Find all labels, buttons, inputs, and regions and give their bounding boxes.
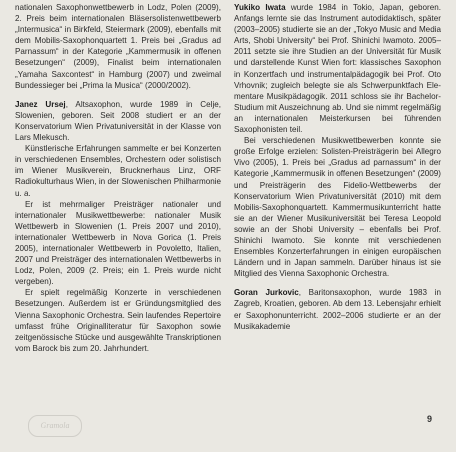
paragraph: Er spielt regelmäßig Konzerte in verschiedenen Besetzungen. Außerdem ist er Gründungsmitglied des Vienna Saxophonic Orchestra. Sein laufendes Repertoire umfasst frühe Originalliteratur für Saxophon sowie zeitgenössische Stücke und ausgewählte Transkriptionen vom Barock bis zum 20. Jahrhundert.	[15, 288, 221, 353]
right-column	[234, 2, 441, 332]
gramola-logo: Gramola	[28, 415, 82, 437]
paragraph-continuation: nationalen Saxophonwettbewerb in Lodz, Polen (2009), 2. Preis beim internationalen Bläsersolistenwettbewerb „Intermusica“ in Birkfeld, Steiermark (2009), ebenfalls mit dem Mobilis-Saxophonquartett 1. Preis bei „Gradus ad Parnassum“ in der Kategorie „Kammermusik in offenen Besetzungen“ (2009), Finalist beim internationalen „Yamaha Saxcontest“ in Hamburg (2007) und zweimal Bundessieger bei „Prima la Musica“ (2000/2002).	[15, 3, 221, 90]
page-number: 9	[427, 414, 433, 424]
bio-yukiko-iwata	[234, 2, 441, 135]
paragraph: Er ist mehrmaliger Preisträger nationaler und internationaler Musikwettbewerbe: nationaler Musik Wettbewerb in Slowenien (1. Preis 2007 und 2010), internationaler Wettbewerb in Nova Gorica (1. Preis 2005), internationaler Wettbewerb in Povoletto, Italien, 2007 und Preisträger des internationalen Wettbewerbs in Lodz, Polen, 2009 (2. Preis; ein 1. Preis wurde nicht vergeben).	[15, 199, 221, 287]
bio-goran-jurkovic	[234, 287, 441, 331]
bio-name: Yukiko Iwata	[234, 3, 286, 12]
paragraph: Künstlerische Erfahrungen sammelte er bei Konzerten in verschiedenen Ensembles, Orchestern oder solistisch im Wiener Musikverein, Brucknerhaus Linz, ORF Radiokulturhaus Wien, in der Slowenischen Philharmonie u. a.	[15, 144, 221, 198]
bio-name: Goran Jurkovic	[234, 288, 299, 298]
bio-intro: , Baritonsaxophon, wurde 1983 in Zagreb, Kroatien, geboren. Ab dem 13. Lebensjahr erhielt er Saxophonunterricht. 2002–2006 studierte er an der Musikakademie	[234, 288, 441, 331]
bio-janez-ursej	[15, 99, 221, 143]
left-column	[15, 2, 221, 354]
paragraph: Bei verschiedenen Musikwettbewerben konnte sie große Erfolge erzielen: Solisten-Preisträgerin bei Allegro Vivo (2005), 1. Preis bei „Gradus ad parnassum“ in der Kategorie „Kammermusik in offenen Besetzungen“ (2009) und Preisträgerin des Fidelio-Wettbewerbs der Konservatorium Wien Privatuniversität (2010) mit dem Mobilis-Saxophonquartett. Kammermusikunterricht hatte sie an der Wiener Musikuniversität bei Teresa Leopold sowie an der Shobi University – ebenfalls bei Prof. Shinichi Iwamoto. Sie konnte mit verschiedenen Ensembles Konzerterfahrungen in einigen europäischen Ländern und in Japan sammeln. Darüber hinaus ist sie Mitglied des Vienna Saxophonic Orchestra.	[234, 136, 441, 279]
bio-intro: wurde 1984 in Tokio, Japan, geboren. Anfangs lernte sie das Instrument autodidaktisch, später (2003–2005) studierte sie an der „Tokyo Music and Media Arts, Shobi University“ bei Prof. Shinichi Iwamoto. 2005–2011 setzte sie ihre Studien an der Universität für Musik und darstellende Kunst Wien fort: klassisches Saxophon in Konzertfach und instrumentalpädagogik bei Prof. Oto Vrhovnik; zugleich belegte sie als Schwerpunktfach Elementare Musikpädagogik. 2011 schloss sie ihr Bachelor-Studium mit Auszeichnung ab. Und sie nimmt regelmäßig an internationalen Meisterkursen bei führenden Saxophonisten teil.	[234, 3, 441, 135]
bio-intro: , Altsaxophon, wurde 1989 in Celje, Slowenien, geboren. Seit 2008 studiert er an der Konservatorium Wien Privatuniversität in der Klasse von Lars Mlekusch.	[15, 99, 221, 143]
bio-name: Janez Ursej	[15, 99, 66, 109]
